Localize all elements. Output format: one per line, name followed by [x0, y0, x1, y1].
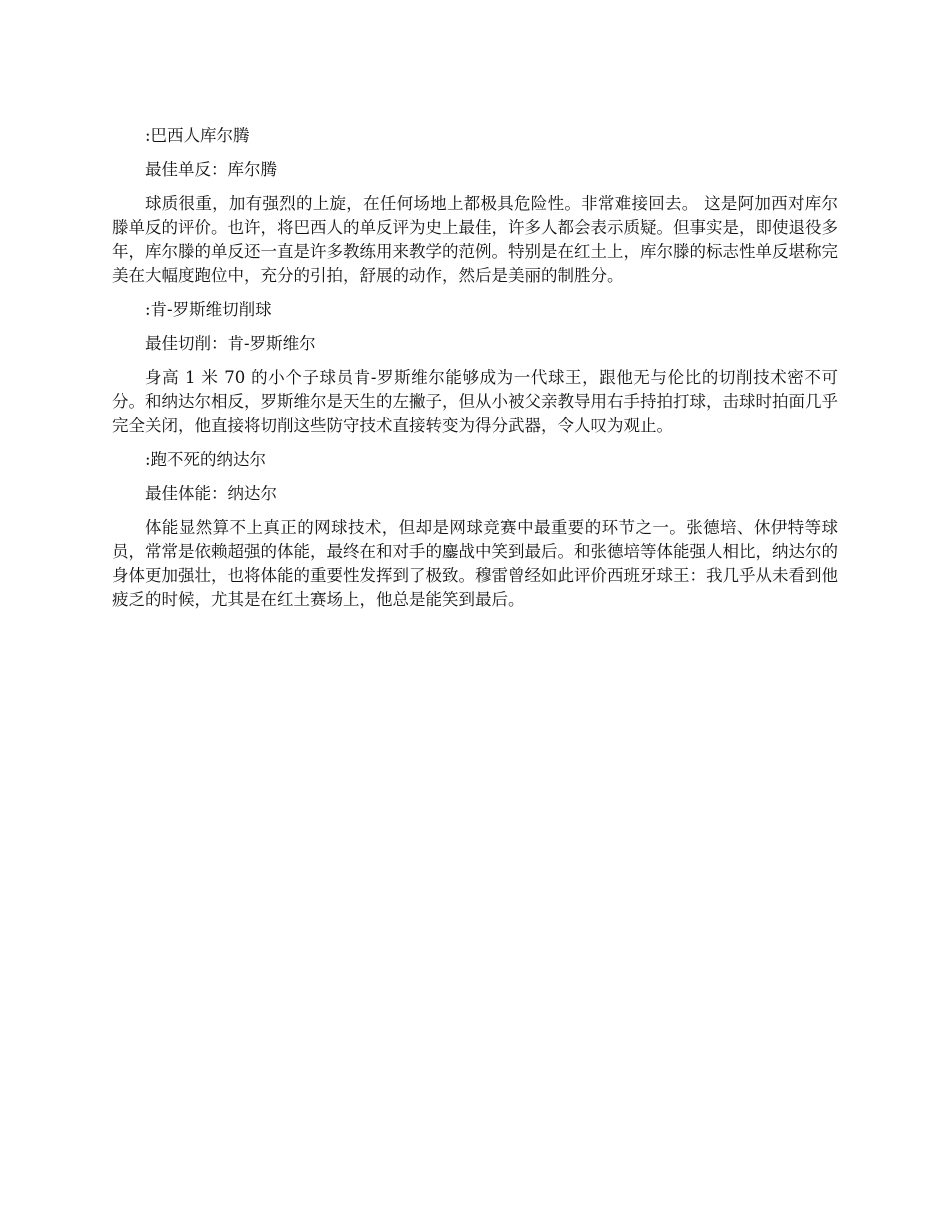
section-heading: :跑不死的纳达尔 [145, 450, 267, 469]
section-subheading: 最佳体能：纳达尔 [145, 484, 277, 503]
section-subheading: 最佳单反：库尔腾 [145, 160, 277, 179]
section-body-paragraph: 体能显然算不上真正的网球技术，但却是网球竞赛中最重要的环节之一。张德培、休伊特等球员，常常是依赖超强的体能，最终在和对手的鏖战中笑到最后。和张德培等体能强人相比，纳达尔的身体更加强壮，也将体能的重要性发挥到了极致。穆雷曾经如此评价西班牙球王：我几乎从未看到他疲乏的时候，尤其是在红土赛场上，他总是能笑到最后。 [112, 518, 838, 609]
section-body-paragraph: 球质很重，加有强烈的上旋，在任何场地上都极具危险性。非常难接回去。 这是阿加西对库尔滕单反的评价。也许，将巴西人的单反评为史上最佳，许多人都会表示质疑。但事实是，即使退役多年，库尔滕的单反还一直是许多教练用来教学的范例。特别是在红土上，库尔滕的标志性单反堪称完美在大幅度跑位中，充分的引拍，舒展的动作，然后是美丽的制胜分。 [112, 194, 838, 285]
section-heading: :肯-罗斯维切削球 [145, 300, 272, 319]
section-subheading: 最佳切削：肯-罗斯维尔 [145, 334, 316, 353]
section-body-paragraph: 身高 1 米 70 的小个子球员肯-罗斯维尔能够成为一代球王，跟他无与伦比的切削技术密不可分。和纳达尔相反，罗斯维尔是天生的左撇子，但从小被父亲教导用右手持拍打球，击球时拍面几乎完全关闭，他直接将切削这些防守技术直接转变为得分武器，令人叹为观止。 [112, 368, 838, 435]
section-heading: :巴西人库尔腾 [145, 126, 250, 145]
document-body [112, 124, 838, 622]
